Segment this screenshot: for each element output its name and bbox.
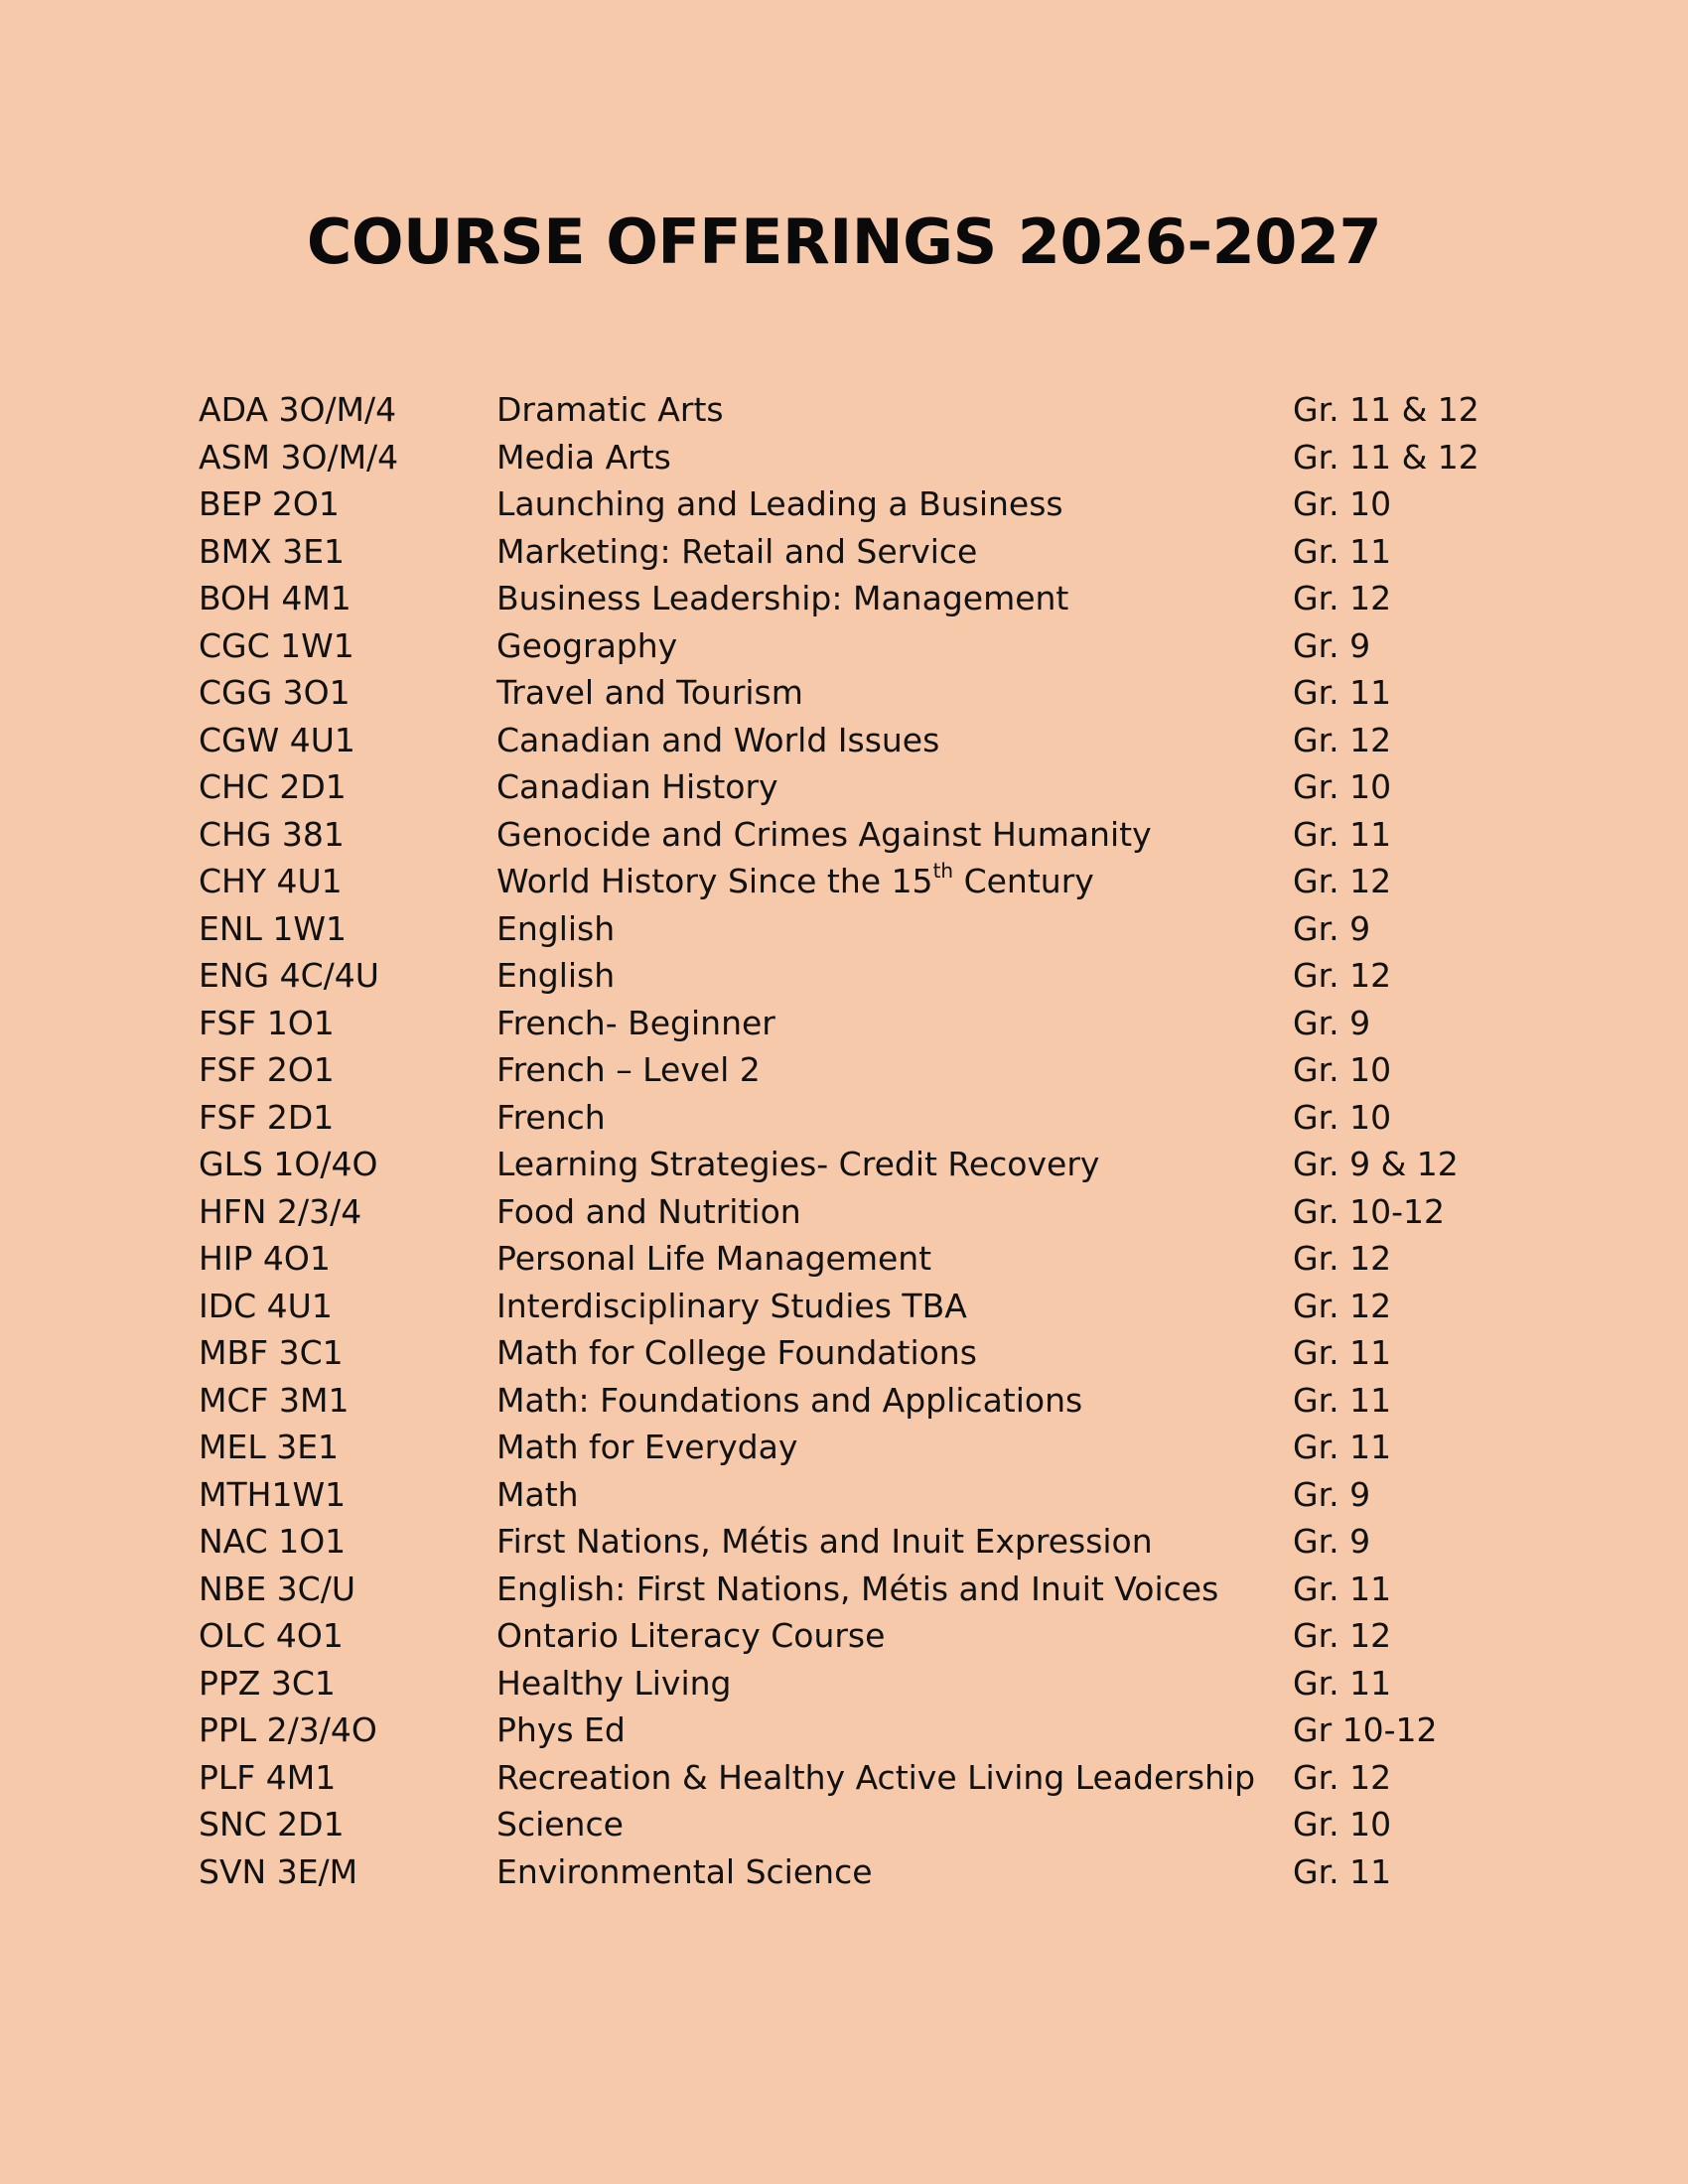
course-grade: Gr. 11 [1293,1851,1392,1891]
course-name-text: Recreation & Healthy Active Living Leadership [496,1757,1256,1797]
course-code: BMX 3E1 [199,531,346,571]
course-row [0,1424,1688,1471]
course-name-text: French – Level 2 [496,1050,761,1089]
course-row [0,1094,1688,1142]
course-name-text: Canadian History [496,767,778,806]
course-grade: Gr. 11 [1293,1569,1392,1608]
course-code: BEP 2O1 [199,484,340,523]
course-code: NAC 1O1 [199,1522,347,1561]
course-name-text: Media Arts [496,437,671,477]
course-row [0,1518,1688,1566]
course-name-text: Math [496,1474,579,1514]
course-code: IDC 4U1 [199,1286,333,1325]
course-grade: Gr. 11 [1293,814,1392,854]
course-code: ENG 4C/4U [199,956,379,995]
course-row [0,1612,1688,1660]
course-row [0,1377,1688,1425]
course-name-text: French- Beginner [496,1003,775,1042]
course-grade: Gr. 9 [1293,908,1371,948]
course-row [0,1141,1688,1188]
course-name-text: Math for College Foundations [496,1333,977,1372]
course-grade: Gr. 9 [1293,1474,1371,1514]
course-grade: Gr. 12 [1293,1286,1392,1325]
course-code: PPZ 3C1 [199,1663,336,1703]
course-name [496,622,677,670]
course-row [0,1660,1688,1707]
course-row [0,622,1688,670]
course-name [496,1848,873,1896]
course-row [0,1046,1688,1094]
course-code: GLS 1O/4O [199,1145,378,1183]
course-grade: Gr. 10 [1293,484,1392,523]
course-name [496,858,1094,905]
course-row [0,434,1688,481]
course-code: PLF 4M1 [199,1757,337,1797]
course-row [0,952,1688,1000]
course-name [496,1235,931,1283]
course-row [0,1471,1688,1519]
course-name [496,1801,624,1848]
course-name-text: Genocide and Crimes Against Humanity [496,814,1152,854]
course-name-text: Geography [496,625,678,665]
course-grade: Gr. 11 [1293,1428,1392,1466]
course-name-text: Interdisciplinary Studies TBA [496,1286,967,1325]
course-grade: Gr. 10-12 [1293,1191,1445,1231]
course-name [496,811,1152,859]
course-code: FSF 1O1 [199,1003,335,1042]
course-code: NBE 3C/U [199,1569,355,1608]
course-row [0,1000,1688,1047]
course-grade: Gr. 9 [1293,625,1371,665]
course-grade: Gr. 11 [1293,673,1392,712]
course-name-text: English [496,956,616,995]
course-name-text: Learning Strategies- Credit Recovery [496,1145,1100,1183]
course-row [0,905,1688,953]
course-grade: Gr. 9 [1293,1003,1371,1042]
course-code: CHG 381 [199,814,345,854]
course-name-text: First Nations, Métis and Inuit Expression [496,1522,1153,1561]
course-name-text: Phys Ed [496,1710,626,1749]
course-grade: Gr. 10 [1293,1097,1392,1137]
course-name-text: Canadian and World Issues [496,720,940,759]
course-name [496,1612,885,1660]
course-grade: Gr 10-12 [1293,1710,1438,1749]
course-name [496,480,1063,528]
course-grade: Gr. 11 [1293,531,1392,571]
course-grade: Gr. 12 [1293,579,1392,617]
course-row [0,1706,1688,1754]
course-row [0,1235,1688,1283]
course-grade: Gr. 12 [1293,1757,1392,1797]
course-name-text: Math: Foundations and Applications [496,1380,1083,1420]
course-name [496,1471,579,1519]
course-grade: Gr. 12 [1293,956,1392,995]
course-grade: Gr. 9 [1293,1522,1371,1561]
course-row [0,480,1688,528]
course-code: ASM 3O/M/4 [199,437,399,477]
course-name-text: Ontario Literacy Course [496,1616,886,1655]
course-row [0,528,1688,576]
course-code: MTH1W1 [199,1474,347,1514]
course-row [0,669,1688,717]
course-name [496,434,671,481]
course-row [0,575,1688,622]
course-name [496,1566,1218,1613]
course-code: MEL 3E1 [199,1428,340,1466]
course-name-superscript: th [932,859,954,883]
course-grade: Gr. 10 [1293,767,1392,806]
course-row [0,1329,1688,1377]
course-row [0,386,1688,434]
page-title: COURSE OFFERINGS 2026-2027 [306,205,1382,278]
course-code: MBF 3C1 [199,1333,344,1372]
course-row [0,1566,1688,1613]
course-grade: Gr. 11 [1293,1663,1392,1703]
course-name [496,1424,797,1471]
course-name-text: French [496,1097,606,1137]
course-row [0,858,1688,905]
course-name-text: English: First Nations, Métis and Inuit Voices [496,1569,1219,1608]
course-row [0,811,1688,859]
course-name [496,1283,967,1330]
course-name-text: Science [496,1805,624,1843]
course-name [496,1518,1153,1566]
course-name [496,1141,1099,1188]
course-name-text: Travel and Tourism [496,673,803,712]
course-code: ENL 1W1 [199,908,348,948]
course-name [496,528,977,576]
course-row [0,763,1688,811]
course-code: FSF 2O1 [199,1050,335,1089]
course-code: PPL 2/3/4O [199,1710,377,1749]
course-code: HFN 2/3/4 [199,1191,362,1231]
course-grade: Gr. 12 [1293,1239,1392,1278]
course-grade: Gr. 10 [1293,1805,1392,1843]
course-code: CHY 4U1 [199,862,343,900]
course-grade: Gr. 12 [1293,720,1392,759]
course-name [496,1706,626,1754]
course-name [496,1329,977,1377]
course-name [496,905,615,953]
course-name-suffix: Century [953,862,1094,900]
course-name [496,575,1068,622]
course-grade: Gr. 10 [1293,1050,1392,1089]
course-name [496,952,615,1000]
course-code: SVN 3E/M [199,1851,358,1891]
course-row [0,1801,1688,1848]
course-name [496,1377,1082,1425]
course-name-text: World History Since the 15 [496,862,933,900]
course-grade: Gr. 11 [1293,1380,1392,1420]
course-grade: Gr. 12 [1293,1616,1392,1655]
course-name [496,1094,606,1142]
course-row [0,1283,1688,1330]
course-grade: Gr. 9 & 12 [1293,1145,1459,1183]
course-grade: Gr. 11 & 12 [1293,437,1479,477]
course-row [0,1188,1688,1236]
course-code: OLC 4O1 [199,1616,344,1655]
course-name-text: Business Leadership: Management [496,579,1069,617]
course-row [0,1848,1688,1896]
course-name [496,1046,761,1094]
course-name [496,386,724,434]
course-list [0,386,1688,1895]
course-name [496,669,803,717]
course-code: CHC 2D1 [199,767,347,806]
course-name-text: Marketing: Retail and Service [496,531,978,571]
course-name [496,1754,1255,1802]
course-code: ADA 3O/M/4 [199,390,397,429]
course-row [0,717,1688,764]
course-name-text: Food and Nutrition [496,1191,801,1231]
course-grade: Gr. 11 [1293,1333,1392,1372]
course-name-text: Math for Everyday [496,1428,798,1466]
course-code: CGW 4U1 [199,720,355,759]
course-code: FSF 2D1 [199,1097,335,1137]
course-name [496,1660,732,1707]
course-name-text: Healthy Living [496,1663,732,1703]
course-name [496,763,778,811]
course-code: CGC 1W1 [199,625,354,665]
course-code: HIP 4O1 [199,1239,331,1278]
course-name-text: Personal Life Management [496,1239,932,1278]
course-name-text: Environmental Science [496,1851,873,1891]
course-grade: Gr. 12 [1293,862,1392,900]
course-name-text: Launching and Leading a Business [496,484,1063,523]
course-code: MCF 3M1 [199,1380,350,1420]
course-code: BOH 4M1 [199,579,352,617]
course-row [0,1754,1688,1802]
course-name [496,1188,801,1236]
course-name [496,1000,775,1047]
course-name-text: Dramatic Arts [496,390,724,429]
course-code: SNC 2D1 [199,1805,345,1843]
course-name-text: English [496,908,616,948]
course-code: CGG 3O1 [199,673,351,712]
course-grade: Gr. 11 & 12 [1293,390,1479,429]
course-name [496,717,939,764]
